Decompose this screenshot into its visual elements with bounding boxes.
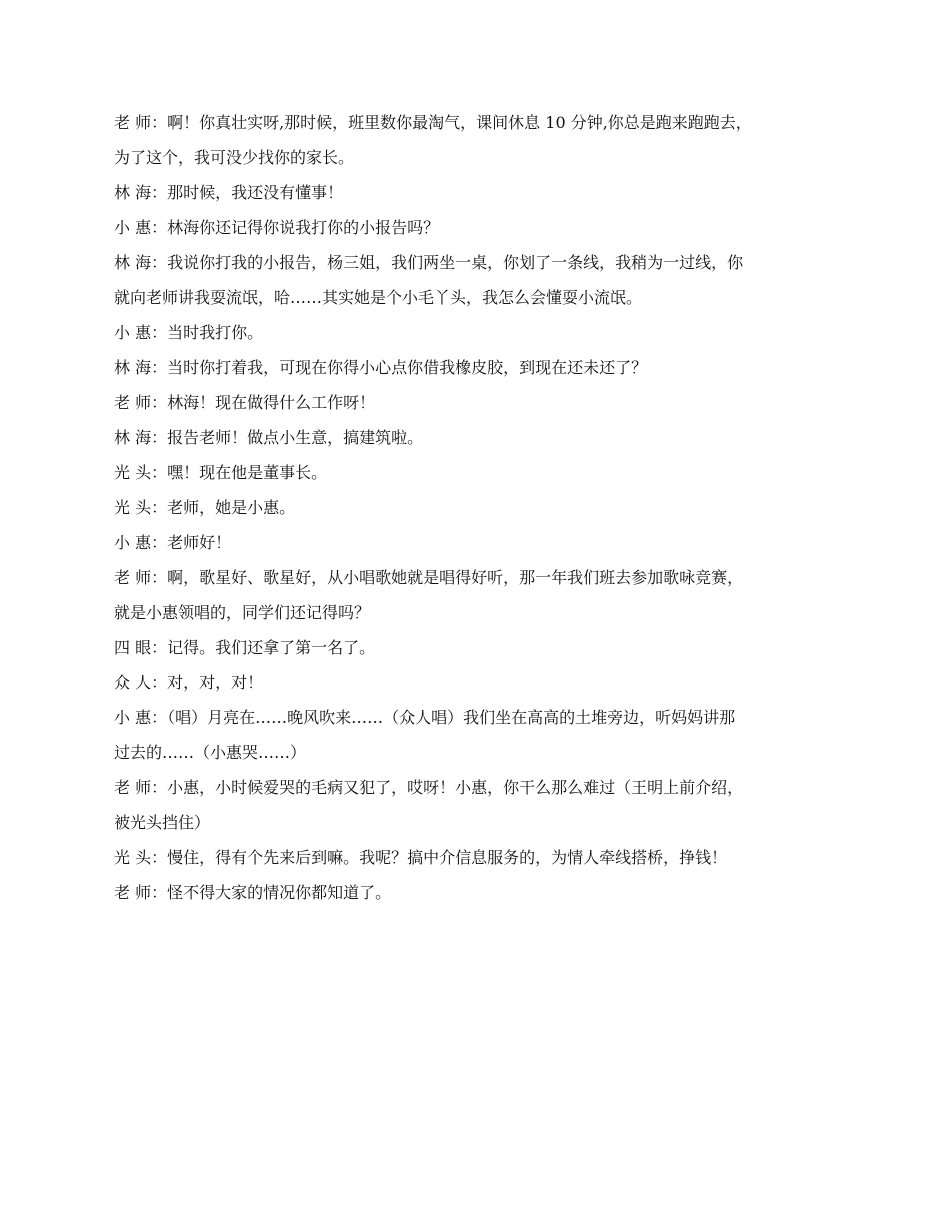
dialogue-line: 小 惠：当时我打你。 bbox=[114, 323, 264, 342]
dialogue-line: 小 惠：林海你还记得你说我打你的小报告吗？ bbox=[114, 218, 440, 237]
dialogue-line: 老 师：怪不得大家的情况你都知道了。 bbox=[114, 883, 392, 902]
dialogue-line: 就是小惠领唱的，同学们还记得吗？ bbox=[114, 603, 371, 622]
dialogue-line: 老 师：林海！现在做得什么工作呀！ bbox=[114, 393, 376, 412]
dialogue-line: 为了这个，我可没少找你的家长。 bbox=[114, 148, 355, 167]
dialogue-line: 光 头：老师，她是小惠。 bbox=[114, 498, 296, 517]
dialogue-line: 老 师：啊！你真壮实呀,那时候，班里数你最淘气，课间休息 10 分钟,你总是跑来跑跑去， bbox=[114, 113, 752, 132]
dialogue-line: 就向老师讲我耍流氓，哈……其实她是个小毛丫头，我怎么会懂耍小流氓。 bbox=[114, 288, 643, 307]
dialogue-line: 小 惠：（唱）月亮在……晚风吹来……（众人唱）我们坐在高高的土堆旁边，听妈妈讲那 bbox=[114, 708, 736, 727]
dialogue-line: 过去的……（小惠哭……） bbox=[114, 743, 307, 762]
dialogue-line: 林 海：报告老师！做点小生意，搞建筑啦。 bbox=[114, 428, 424, 447]
dialogue-line: 光 头：嘿！现在他是董事长。 bbox=[114, 463, 328, 482]
dialogue-line: 小 惠：老师好！ bbox=[114, 533, 232, 552]
dialogue-line: 老 师：小惠，小时候爱哭的毛病又犯了，哎呀！小惠，你干么那么难过（王明上前介绍， bbox=[114, 778, 744, 797]
document-body bbox=[114, 112, 834, 917]
dialogue-line: 林 海：当时你打着我，可现在你得小心点你借我橡皮胶，到现在还未还了？ bbox=[114, 358, 648, 377]
dialogue-line: 被光头挡住） bbox=[114, 813, 211, 832]
dialogue-line: 四 眼：记得。我们还拿了第一名了。 bbox=[114, 638, 376, 657]
dialogue-line: 光 头：慢住，得有个先来后到嘛。我呢？搞中介信息服务的，为情人牵线搭桥，挣钱！ bbox=[114, 848, 728, 867]
dialogue-line: 林 海：那时候，我还没有懂事！ bbox=[114, 183, 344, 202]
dialogue-line: 林 海：我说你打我的小报告，杨三姐，我们两坐一桌，你划了一条线，我稍为一过线，你 bbox=[114, 253, 744, 272]
dialogue-line: 老 师：啊，歌星好、歌星好，从小唱歌她就是唱得好听，那一年我们班去参加歌咏竞赛， bbox=[114, 568, 744, 587]
dialogue-line: 众 人：对，对，对！ bbox=[114, 673, 264, 692]
